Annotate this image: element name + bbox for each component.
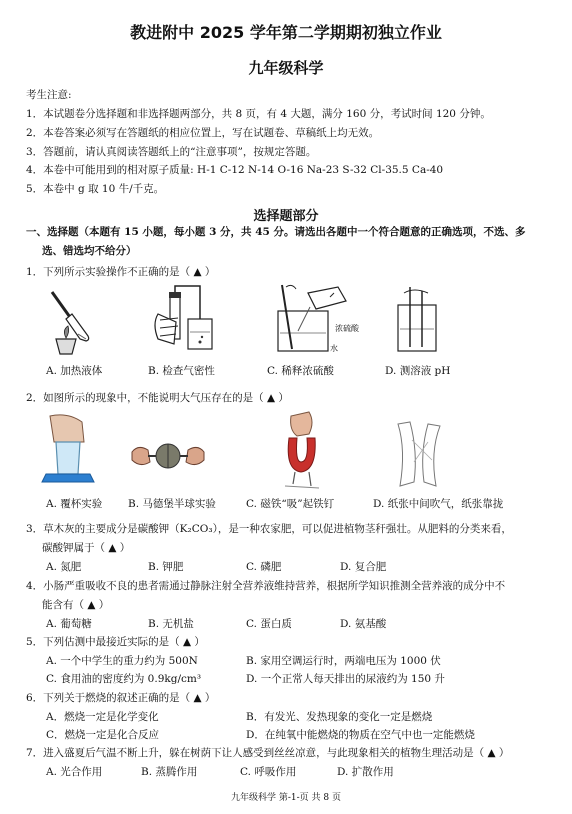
option: C．燃烧一定是化合反应 <box>46 729 160 741</box>
question-stem: 1．下列所示实验操作不正确的是（ ▲ ） <box>26 266 216 278</box>
notice-item: 4．本卷中可能用到的相对原子质量: H-1 C-12 N-14 O-16 Na-23 S-32 Cl-35.5 Ca-40 <box>26 164 444 176</box>
option: A. 一个中学生的重力约为 500N <box>46 655 198 667</box>
option: B．有发光、发热现象的变化一定是燃烧 <box>246 711 433 723</box>
notice-item: 2．本卷答案必须写在答题纸的相应位置上，写在试题卷、草稿纸上均无效。 <box>26 127 380 139</box>
option: B. 钾肥 <box>148 561 184 573</box>
figure-air-tightness-check <box>140 284 215 356</box>
option: A．燃烧一定是化学变化 <box>46 711 159 723</box>
figure-diluting-sulfuric-acid <box>268 283 368 355</box>
figure-magnet-nails <box>275 410 330 490</box>
option: A. 葡萄糖 <box>46 618 92 630</box>
option: D．在纯氧中能燃烧的物质在空气中也一定能燃烧 <box>246 729 475 741</box>
page-footer: 九年级科学 第-1-页 共 8 页 <box>231 793 341 803</box>
figure-cup-experiment <box>40 412 95 487</box>
figure-paper-blowing <box>392 420 447 490</box>
question-stem: 4．小肠严重吸收不良的患者需通过静脉注射全营养液维持营养，根据所学知识推测全营养液的成分中不 <box>26 580 506 592</box>
option: B. 无机盐 <box>148 618 194 630</box>
figure-measure-ph <box>392 285 442 355</box>
option: D. 复合肥 <box>340 561 387 573</box>
paper-subtitle: 九年级科学 <box>248 59 324 77</box>
question-stem: 能含有（ ▲ ） <box>42 599 110 611</box>
option: C. 稀释浓硫酸 <box>267 365 334 377</box>
option: C. 磷肥 <box>246 561 282 573</box>
option: C. 磁铁“吸”起铁钉 <box>246 498 335 510</box>
option: B. 检查气密性 <box>148 365 215 377</box>
notice-heading: 考生注意: <box>26 89 72 101</box>
paper-title: 教进附中 2025 学年第二学期期初独立作业 <box>130 23 442 42</box>
option: A. 加热液体 <box>46 365 103 377</box>
question-stem: 3．草木灰的主要成分是碳酸钾（K₂CO₃），是一种农家肥，可以促进植物茎秆强壮。从肥料的分类来看， <box>26 523 512 535</box>
section-intro: 一、选择题（本题有 15 小题，每小题 3 分，共 45 分。请选出各题中一个符合题意的正确选项，不选、多 <box>26 226 526 238</box>
figure-heating-liquid <box>42 284 112 356</box>
figure-magdeburg-hemispheres <box>128 436 208 476</box>
option: D. 测溶液 pH <box>385 365 451 377</box>
section-intro: 选、错选均不给分） <box>42 245 137 257</box>
option: A. 氮肥 <box>46 561 82 573</box>
question-stem: 5．下列估测中最接近实际的是（ ▲ ） <box>26 636 205 648</box>
notice-item: 1．本试题卷分选择题和非选择题两部分，共 8 页，有 4 大题，满分 160 分，考试时间 120 分钟。 <box>26 108 491 120</box>
question-stem: 7．进入盛夏后气温不断上升，躲在树荫下让人感受到丝丝凉意，与此现象相关的植物生理活动是（ ▲ ） <box>26 747 510 759</box>
option: B. 家用空调运行时，两端电压为 1000 伏 <box>246 655 441 667</box>
notice-item: 3．答题前，请认真阅读答题纸上的“注意事项”，按规定答题。 <box>26 146 317 158</box>
option: A. 覆杯实验 <box>46 498 103 510</box>
section-title: 选择题部分 <box>253 209 319 224</box>
question-stem: 碳酸钾属于（ ▲ ） <box>42 542 131 554</box>
option: C. 食用油的密度约为 0.9kg/cm³ <box>46 673 202 685</box>
option: C. 呼吸作用 <box>240 766 297 778</box>
option: A. 光合作用 <box>46 766 103 778</box>
figure-label-water: 水 <box>330 344 338 353</box>
option: B. 马德堡半球实验 <box>128 498 216 510</box>
option: C. 蛋白质 <box>246 618 292 630</box>
notice-item: 5．本卷中 g 取 10 牛/千克。 <box>26 183 165 195</box>
option: D. 纸张中间吹气，纸张靠拢 <box>373 498 504 510</box>
question-stem: 2．如图所示的现象中，不能说明大气压存在的是（ ▲ ） <box>26 392 289 404</box>
option: B. 蒸腾作用 <box>141 766 198 778</box>
question-stem: 6．下列关于燃烧的叙述正确的是（ ▲ ） <box>26 692 216 704</box>
option: D. 一个正常人每天排出的尿液约为 150 升 <box>246 673 445 685</box>
figure-label-acid: 浓硫酸 <box>335 324 359 333</box>
option: D. 扩散作用 <box>337 766 394 778</box>
option: D. 氨基酸 <box>340 618 387 630</box>
